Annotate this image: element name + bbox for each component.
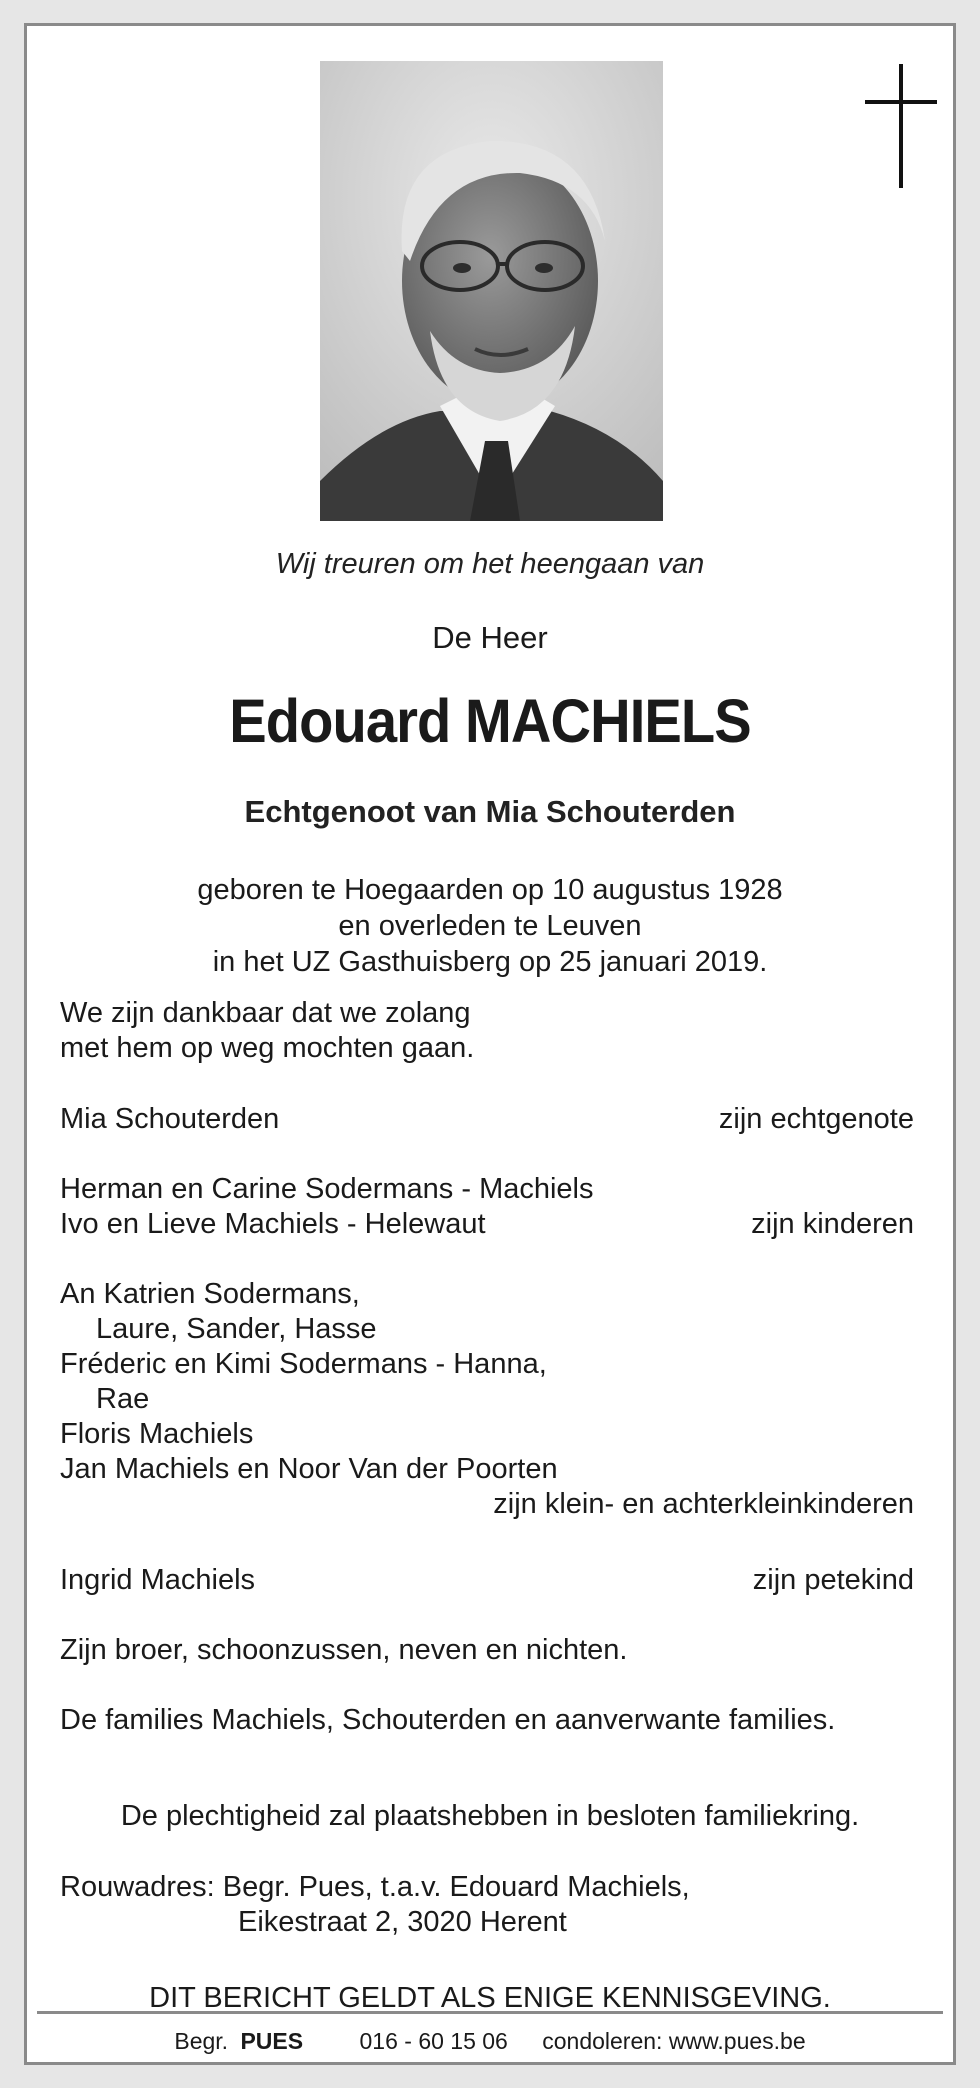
family-name: An Katrien Sodermans,	[60, 1278, 360, 1310]
mourning-address	[60, 1870, 914, 1940]
gratitude-line: We zijn dankbaar dat we zolang	[60, 997, 471, 1029]
cross-icon	[865, 64, 937, 188]
honorific: De Heer	[432, 620, 548, 655]
address-line: Rouwadres: Begr. Pues, t.a.v. Edouard Machiels,	[60, 1871, 690, 1903]
family-children	[60, 1172, 914, 1242]
family-name: Ivo en Lieve Machiels - Helewaut	[60, 1208, 486, 1240]
relatives-text: Zijn broer, schoonzussen, neven en nichten.	[60, 1634, 628, 1666]
family-name: Jan Machiels en Noor Van der Poorten	[60, 1453, 558, 1485]
family-relation: zijn echtgenote	[718, 1103, 914, 1135]
family-name: Ingrid Machiels	[60, 1564, 256, 1596]
family-spouse	[60, 1102, 914, 1137]
gratitude-line: met hem op weg mochten gaan.	[60, 1032, 475, 1064]
divider	[37, 2011, 943, 2014]
footer-phone: 016 - 60 15 06	[359, 2028, 508, 2054]
birth-death-details	[27, 872, 953, 980]
footer-condolences-link[interactable]: condoleren: www.pues.be	[542, 2028, 806, 2054]
address-line: Eikestraat 2, 3020 Herent	[238, 1906, 567, 1938]
family-name: Mia Schouterden	[60, 1103, 280, 1135]
family-grandchildren	[60, 1277, 914, 1520]
family-name: Laure, Sander, Hasse	[96, 1313, 377, 1345]
notice-text: DIT BERICHT GELDT ALS ENIGE KENNISGEVING.	[149, 1982, 831, 2014]
footer-company: PUES	[240, 2028, 304, 2054]
family-name: Rae	[96, 1383, 150, 1415]
family-relation: zijn klein- en achterkleinkinderen	[493, 1488, 914, 1520]
birth-line: geboren te Hoegaarden op 10 augustus 1928	[197, 874, 783, 906]
family-relation: zijn kinderen	[751, 1208, 914, 1240]
intro-text: Wij treuren om het heengaan van	[275, 548, 705, 580]
families-text: De families Machiels, Schouterden en aanverwante families.	[60, 1704, 836, 1736]
death-line: en overleden te Leuven	[338, 910, 642, 942]
family-name: Fréderic en Kimi Sodermans - Hanna,	[60, 1348, 547, 1380]
family-name: Floris Machiels	[60, 1418, 254, 1450]
ceremony-text: De plechtigheid zal plaatshebben in besloten familiekring.	[120, 1800, 860, 1832]
family-godchild	[60, 1563, 914, 1598]
death-place-line: in het UZ Gasthuisberg op 25 januari 2019.	[212, 946, 768, 978]
obituary-card	[24, 23, 956, 2065]
family-relation: zijn petekind	[752, 1564, 914, 1596]
gratitude-text	[60, 996, 914, 1066]
portrait-photo	[320, 61, 663, 521]
family-name: Herman en Carine Sodermans - Machiels	[60, 1173, 594, 1205]
spouse-line: Echtgenoot van Mia Schouterden	[244, 794, 736, 829]
footer	[27, 2028, 953, 2055]
deceased-name: Edouard MACHIELS	[229, 687, 751, 755]
footer-prefix: Begr.	[174, 2028, 229, 2054]
